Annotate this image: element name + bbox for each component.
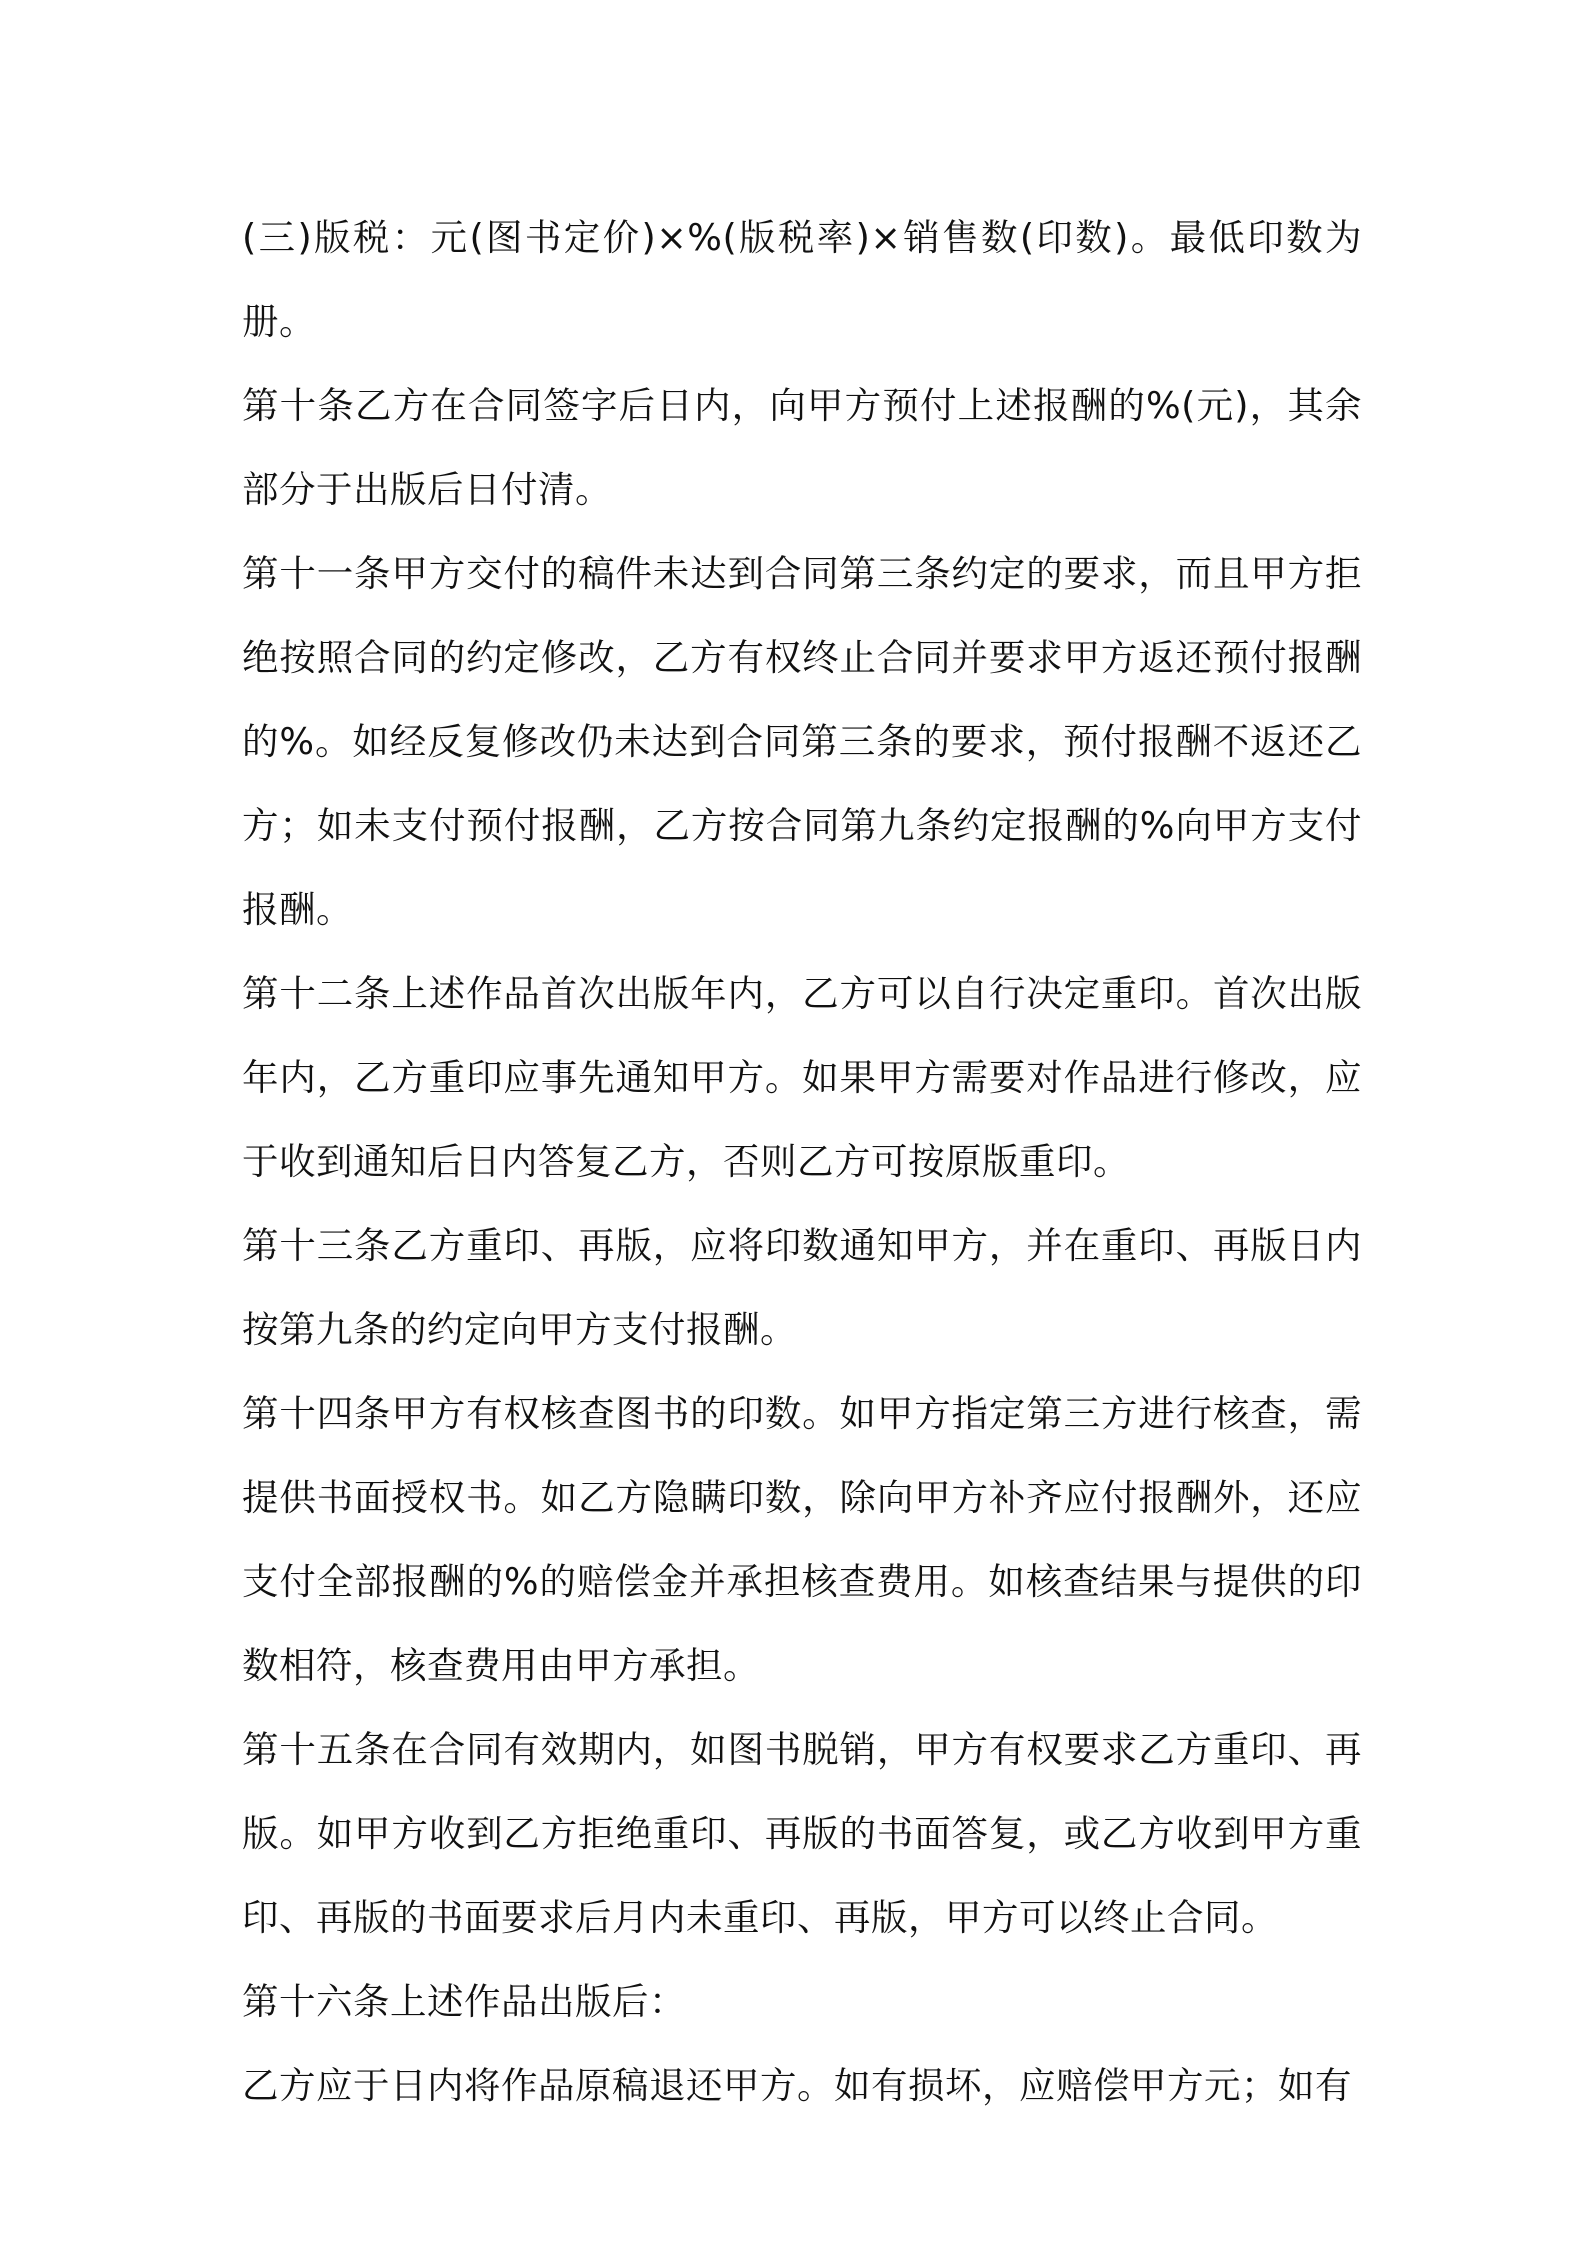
paragraph-article-10: 第十条乙方在合同签字后日内，向甲方预付上述报酬的%(元)，其余部分于出版后日付清。 (242, 384, 1362, 511)
paragraph-article-15: 第十五条在合同有效期内，如图书脱销，甲方有权要求乙方重印、再版。如甲方收到乙方拒绝重印、再版的书面答复，或乙方收到甲方重印、再版的书面要求后月内未重印、再版，甲方可以终止合同。 (242, 1728, 1362, 1939)
paragraph-article-16: 第十六条上述作品出版后： (242, 1980, 686, 2023)
paragraph-article-14: 第十四条甲方有权核查图书的印数。如甲方指定第三方进行核查，需提供书面授权书。如乙方隐瞒印数，除向甲方补齐应付报酬外，还应支付全部报酬的%的赔偿金并承担核查费用。如核查结果与提供的印数相符，核查费用由甲方承担。 (242, 1392, 1362, 1687)
document-page (242, 196, 1362, 2128)
paragraph-article-13: 第十三条乙方重印、再版，应将印数通知甲方，并在重印、再版日内按第九条的约定向甲方支付报酬。 (242, 1224, 1362, 1351)
paragraph-article-16-item: 乙方应于日内将作品原稿退还甲方。如有损坏，应赔偿甲方元；如有 (242, 2064, 1352, 2107)
paragraph-article-12: 第十二条上述作品首次出版年内，乙方可以自行决定重印。首次出版年内，乙方重印应事先通知甲方。如果甲方需要对作品进行修改，应于收到通知后日内答复乙方，否则乙方可按原版重印。 (242, 972, 1362, 1183)
paragraph-royalty-formula: (三)版税：元(图书定价)×%(版税率)×销售数(印数)。最低印数为册。 (242, 216, 1362, 343)
paragraph-article-11: 第十一条甲方交付的稿件未达到合同第三条约定的要求，而且甲方拒绝按照合同的约定修改，乙方有权终止合同并要求甲方返还预付报酬的%。如经反复修改仍未达到合同第三条的要求，预付报酬不返还乙方；如未支付预付报酬，乙方按合同第九条约定报酬的%向甲方支付报酬。 (242, 552, 1362, 931)
